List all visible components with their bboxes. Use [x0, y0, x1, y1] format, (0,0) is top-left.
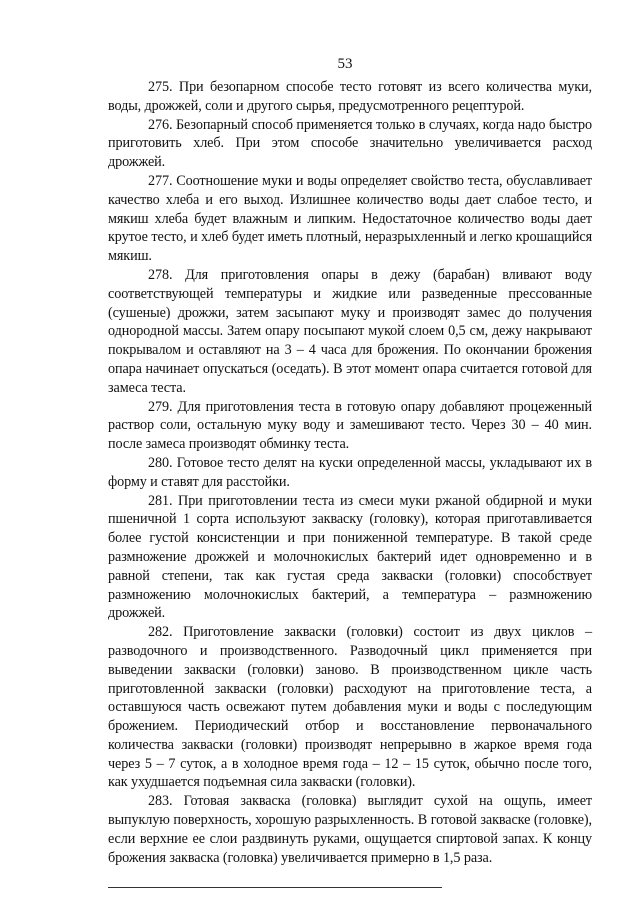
paragraph-281: 281. При приготовлении теста из смеси муки ржаной обдирной и муки пшеничной 1 сорта используют закваску (головку), которая приготавливается более густой консистенции и при пониженной температуре. В такой среде размножение дрожжей и молочнокислых бактерий идет одновременно и в равной степени, так как густая среда закваски (головки) способствует размножению молочнокислых бактерий, а температура – размножению дрожжей.	[108, 492, 592, 622]
page-number: 53	[337, 56, 353, 72]
document-body	[108, 78, 592, 867]
paragraph-283: 283. Готовая закваска (головка) выглядит сухой на ощупь, имеет выпуклую поверхность, хорошую разрыхленность. В готовой закваске (головке), если верхние ее слои раздвинуть руками, ощущается спиртовой запах. К концу брожения закваска (головка) увеличивается примерно в 1,5 раза.	[108, 793, 592, 866]
paragraph-278: 278. Для приготовления опары в дежу (барабан) вливают воду соответствующей температуры и жидкие или разведенные прессованные (сушеные) дрожжи, затем засыпают муку и производят замес до получения однородной массы. Затем опару посыпают мукой слоем 0,5 см, дежу накрывают покрывалом и оставляют на 3 – 4 часа для брожения. По окончании брожения опара начинает опускаться (оседать). В этот момент опара считается готовой для замеса теста.	[108, 266, 592, 396]
paragraph-277: 277. Соотношение муки и воды определяет свойство теста, обуславливает качество хлеба и его выход. Излишнее количество воды дает слабое тесто, и мякиш хлеба будет влажным и липким. Недостаточное количество воды дает крутое тесто, и хлеб будет иметь плотный, неразрыхленный и легко крошащийся мякиш.	[108, 172, 592, 265]
paragraph-282: 282. Приготовление закваски (головки) состоит из двух циклов – разводочного и производственного. Разводочный цикл применяется при выведении закваски (головки) заново. В производственном цикле часть приготовленной закваски (головки) расходуют на приготовление теста, а оставшуюся часть освежают путем добавления муки и воды с последующим брожением. Периодический отбор и восстановление первоначального количества закваски (головки) производят непрерывно в жаркое время года через 5 – 7 суток, а в холодное время года – 12 – 15 суток, обычно после того, как ухудшается подъемная сила закваски (головки).	[108, 624, 592, 791]
paragraph-279: 279. Для приготовления теста в готовую опару добавляют процеженный раствор соли, остальную муку воду и замешивают тесто. Через 30 – 40 мин. после замеса производят обминку теста.	[108, 398, 592, 453]
paragraph-280: 280. Готовое тесто делят на куски определенной массы, укладывают их в форму и ставят для расстойки.	[108, 454, 592, 490]
paragraph-276: 276. Безопарный способ применяется только в случаях, когда надо быстро приготовить хлеб. При этом способе значительно увеличивается расход дрожжей.	[108, 116, 592, 171]
footer-divider	[108, 887, 442, 888]
paragraph-275: 275. При безопарном способе тесто готовят из всего количества муки, воды, дрожжей, соли и другого сырья, предусмотренного рецептурой.	[108, 79, 592, 114]
